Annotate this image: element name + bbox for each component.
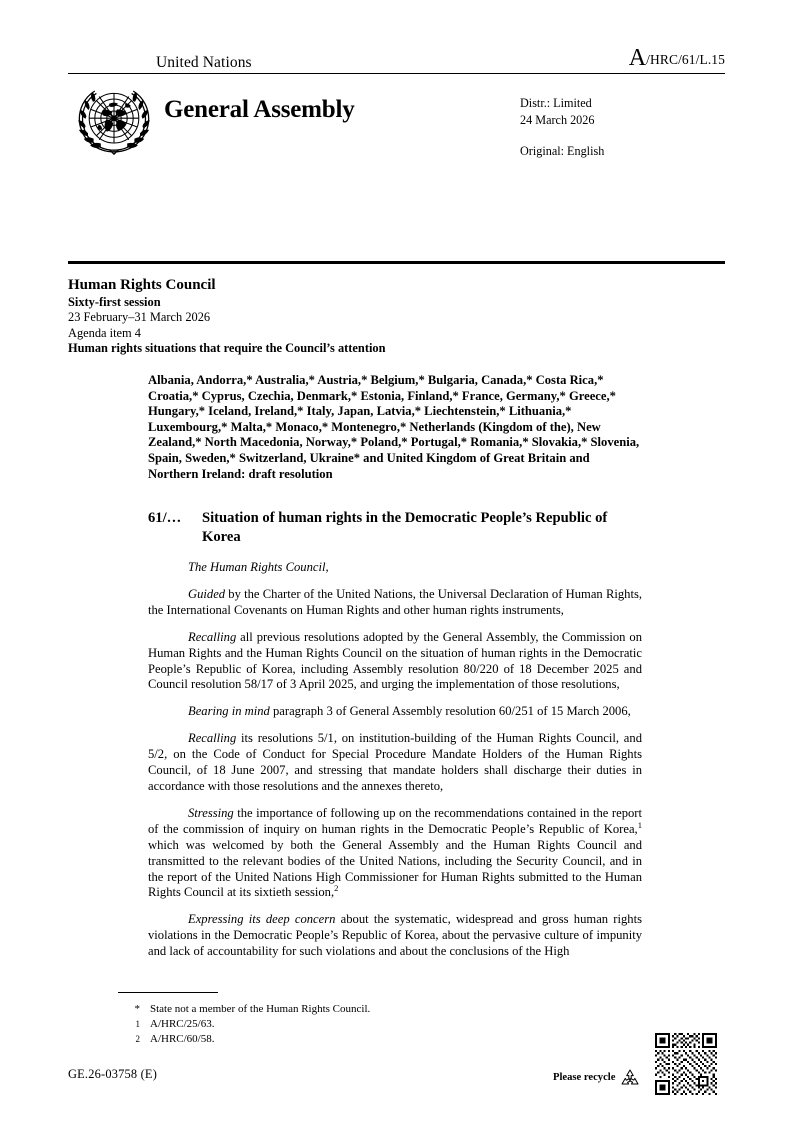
- footnote-separator: [118, 992, 218, 993]
- agenda-title: Human rights situations that require the Council’s attention: [68, 341, 386, 356]
- agenda-item: Agenda item 4: [68, 325, 141, 340]
- paragraph-text: the importance of following up on the recommendations contained in the report of the commission of inquiry on human rights in the Democratic People’s Republic of Korea,: [148, 805, 642, 836]
- recycle-notice: [553, 1068, 641, 1088]
- paragraph-text: paragraph 3 of General Assembly resolution 60/251 of 15 March 2006,: [269, 704, 631, 719]
- footnote-item: [112, 1017, 632, 1032]
- original-language: Original: English: [520, 144, 605, 158]
- masthead-body-row: [68, 83, 725, 158]
- paragraph-lead: Bearing in mind: [188, 704, 270, 719]
- paragraph-text: all previous resolutions adopted by the General Assembly, the Commission on Human Rights and the Human Rights Council on the situation of human rights in the Democratic People’s Republic of Korea, including Assembly resolution 80/220 of 18 December 2025 and Council resolution 58/17 of 3 April 2025, and urging the implementation of those resolutions,: [148, 629, 642, 692]
- footnote-text: State not a member of the Human Rights Council.: [150, 1003, 371, 1015]
- distribution-label: Distr.: Limited: [520, 96, 592, 110]
- preambular-paragraph: [148, 912, 642, 960]
- resolution-title: Situation of human rights in the Democratic People’s Republic of Korea: [202, 510, 608, 545]
- sponsor-list: Albania, Andorra,* Australia,* Austria,* Belgium,* Bulgaria, Canada,* Costa Rica,* Croatia,* Cyprus, Czechia, Denmark,* Estonia, Finland,* France, Germany,* Greece,* Hungary,* Iceland, Ireland,* Italy, Japan, Latvia,* Liechtenstein,* Lithuania,* Luxembourg,* Malta,* Monaco,* Montenegro,* Netherlands (Kingdom of the), New Zealand,* North Macedonia, Norway,* Poland,* Portugal,* Romania,* Slovakia,* Slovenia, Spain, Sweden,* Switzerland, Ukraine* and United Kingdom of Great Britain and Northern Ireland: draft resolution: [148, 373, 640, 481]
- footnote-text: A/HRC/25/63.: [150, 1018, 215, 1031]
- preambular-paragraph: [148, 587, 642, 619]
- footnote-ref-2[interactable]: 2: [334, 883, 339, 894]
- organ-name: Human Rights Council: [68, 277, 216, 293]
- resolution-number: 61/…: [148, 510, 182, 526]
- qr-code-icon[interactable]: [655, 1033, 717, 1095]
- job-number: GE.26-03758 (E): [68, 1067, 158, 1081]
- session-dates: 23 February–31 March 2026: [68, 310, 211, 325]
- organization-name: United Nations: [156, 53, 252, 71]
- distribution-spacer: [520, 128, 604, 143]
- document-symbol-rest: /HRC/61/L.15: [646, 52, 725, 67]
- preambular-paragraph: [148, 630, 642, 694]
- footnote-marker: 1: [135, 1019, 140, 1030]
- addressee-text: The Human Rights Council,: [188, 560, 329, 574]
- paragraph-text-continued: which was welcomed by both the General Assembly and the Human Rights Council and transmitted to the relevant bodies of the United Nations, including the Security Council, and in the report of the United Nations High Commissioner for Human Rights submitted to the Human Rights Council at its sixtieth session,: [148, 837, 642, 900]
- session-number: Sixty-first session: [68, 295, 161, 309]
- preambular-paragraph: [148, 806, 642, 901]
- page-title: General Assembly: [164, 96, 355, 123]
- document-symbol: [629, 46, 725, 70]
- addressee-line: [148, 560, 642, 576]
- paragraph-lead: Recalling: [188, 629, 237, 644]
- footnote-marker: 2: [135, 1034, 140, 1045]
- recycle-label: Please recycle: [553, 1071, 616, 1083]
- resolution-heading: [148, 509, 648, 547]
- paragraph-text: by the Charter of the United Nations, the Universal Declaration of Human Rights, the International Covenants on Human Rights and other human rights instruments,: [148, 586, 642, 617]
- footnote-item: [112, 1002, 632, 1017]
- paragraph-text: about the systematic, widespread and gross human rights violations in the Democratic People’s Republic of Korea, about the pervasive culture of impunity and lack of accountability for such violations and about the conclusions of the High: [148, 912, 642, 959]
- footnote-ref-1[interactable]: 1: [637, 819, 642, 830]
- preambular-paragraph: [148, 731, 642, 795]
- paragraph-lead: Recalling: [188, 731, 237, 746]
- footnote-text: A/HRC/60/58.: [150, 1033, 215, 1046]
- masthead: [68, 44, 725, 158]
- document-date: 24 March 2026: [520, 112, 595, 127]
- header-section-divider: [68, 261, 725, 264]
- distribution-block: [520, 95, 604, 160]
- document-symbol-series: A: [628, 45, 647, 71]
- masthead-top-row: [68, 44, 725, 70]
- paragraph-lead: Guided: [188, 586, 226, 601]
- un-emblem-icon: [74, 83, 154, 155]
- recycle-icon: [619, 1068, 641, 1088]
- paragraph-lead: Stressing: [188, 805, 234, 820]
- footnote-item: [112, 1032, 632, 1047]
- footnote-marker: *: [134, 1003, 140, 1015]
- session-block: [68, 276, 725, 357]
- preambular-paragraph: [148, 704, 642, 720]
- masthead-divider: [68, 73, 725, 74]
- paragraph-text: its resolutions 5/1, on institution-building of the Human Rights Council, and 5/2, on the Code of Conduct for Special Procedure Mandate Holders of the Human Rights Council, of 18 June 2007, and stressing that mandate holders shall discharge their duties in accordance with those resolutions and the annexes thereto,: [148, 731, 642, 793]
- footnote-list: [112, 1002, 632, 1048]
- paragraph-lead: Expressing its deep concern: [188, 912, 336, 927]
- resolution-body: [148, 560, 642, 971]
